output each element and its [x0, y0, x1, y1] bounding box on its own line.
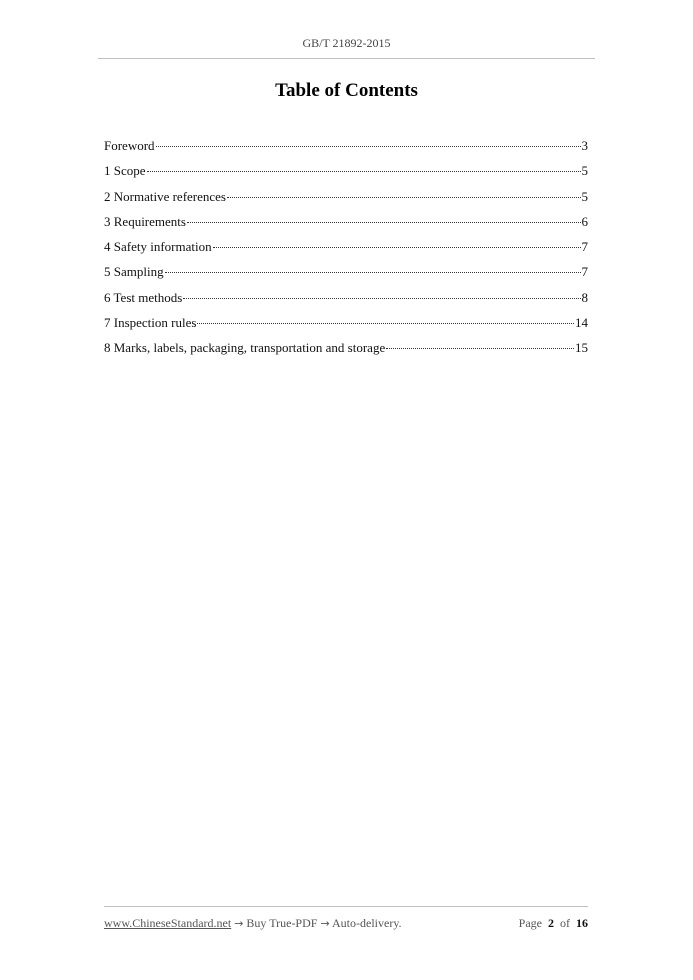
- total-page-count: 16: [576, 916, 588, 930]
- page-word: Page: [518, 916, 542, 930]
- toc-dot-leader: [187, 222, 581, 223]
- footer-page-number: [519, 916, 588, 931]
- toc-entry-page: 8: [581, 289, 588, 305]
- toc-entry-page: 6: [581, 213, 588, 229]
- arrow-right-icon: →: [234, 917, 244, 930]
- current-page-number: 2: [548, 916, 554, 930]
- toc-entry-label: 7 Inspection rules: [104, 315, 197, 331]
- toc-entry-label: 2 Normative references: [104, 188, 226, 204]
- toc-entry-scope[interactable]: [104, 161, 588, 186]
- toc-dot-leader: [213, 247, 581, 248]
- toc-entry-page: 3: [581, 138, 588, 153]
- header-rule: [98, 58, 595, 59]
- toc-list: [104, 136, 588, 364]
- toc-dot-leader: [183, 298, 580, 299]
- toc-dot-leader: [156, 146, 581, 147]
- footer-promo: [104, 916, 402, 931]
- toc-entry-inspection-rules[interactable]: [104, 313, 588, 338]
- toc-dot-leader: [147, 171, 581, 172]
- toc-entry-sampling[interactable]: [104, 262, 588, 287]
- footer-buy-text: Buy True-PDF: [246, 916, 318, 930]
- footer-site-link[interactable]: www.ChineseStandard.net: [104, 916, 232, 930]
- toc-entry-label: Foreword: [104, 138, 155, 153]
- toc-entry-page: 14: [575, 315, 588, 331]
- toc-entry-page: 15: [575, 340, 588, 356]
- arrow-right-icon: →: [320, 917, 330, 930]
- toc-dot-leader: [227, 197, 581, 198]
- toc-title: Table of Contents: [275, 80, 418, 101]
- toc-entry-label: 3 Requirements: [104, 213, 186, 229]
- page-footer: [104, 916, 588, 931]
- running-header-doc-code: GB/T 21892-2015: [302, 36, 391, 50]
- toc-entry-normative-references[interactable]: [104, 187, 588, 212]
- toc-entry-requirements[interactable]: [104, 212, 588, 237]
- toc-dot-leader: [165, 272, 581, 273]
- toc-entry-label: 1 Scope: [104, 163, 146, 179]
- toc-dot-leader: [197, 323, 574, 324]
- toc-dot-leader: [386, 348, 574, 349]
- toc-entry-label: 6 Test methods: [104, 289, 183, 305]
- toc-entry-page: 7: [581, 264, 588, 280]
- toc-entry-page: 5: [581, 163, 588, 179]
- toc-entry-marks-labels-packaging[interactable]: [104, 338, 588, 363]
- toc-entry-safety-information[interactable]: [104, 237, 588, 262]
- toc-entry-test-methods[interactable]: [104, 288, 588, 313]
- toc-entry-foreword[interactable]: [104, 136, 588, 161]
- toc-entry-page: 5: [581, 188, 588, 204]
- of-word: of: [560, 916, 570, 930]
- toc-entry-label: 4 Safety information: [104, 239, 212, 255]
- footer-delivery-text: Auto-delivery.: [332, 916, 402, 930]
- toc-entry-page: 7: [581, 239, 588, 255]
- toc-entry-label: 8 Marks, labels, packaging, transportation and storage: [104, 340, 386, 356]
- footer-rule: [104, 906, 588, 907]
- toc-entry-label: 5 Sampling: [104, 264, 164, 280]
